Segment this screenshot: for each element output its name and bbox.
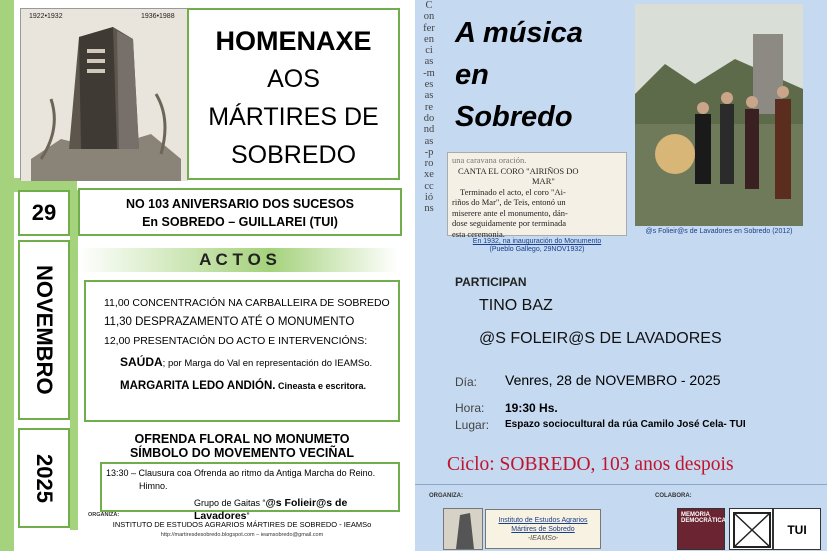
ofrenda-line-2: SÍMBOLO DO MOVEMENTO VECIÑAL <box>129 446 355 460</box>
org-monument-icon <box>444 509 484 551</box>
years-right: 1936•1988 <box>141 13 175 20</box>
newspaper-clipping <box>447 152 627 239</box>
acto-item-1: 11,00 CONCENTRACIÓN NA CARBALLEIRA DE SOBREDO <box>104 297 390 309</box>
date-day: 29 <box>18 190 70 236</box>
green-frame-left <box>0 0 14 551</box>
date-year-box <box>18 428 70 528</box>
music-title-line-2: en <box>455 59 489 91</box>
left-organiza-name: INSTITUTO DE ESTUDOS AGRARIOS MÁRTIRES DE SOBREDO - IEAMSo <box>112 520 372 529</box>
memoria-logo-line-1: MEMORIA <box>681 512 710 518</box>
hora-label: Hora: <box>455 401 485 415</box>
tui-crest-logo <box>729 508 773 550</box>
org-logo-line-1: Instituto de Estudos Agrarios <box>498 517 588 524</box>
anniversary-line-1: NO 103 ANIVERSARIO DOS SUCESOS <box>125 197 355 211</box>
org-text-logo <box>485 509 601 549</box>
sauda-line: SAÚDA; por Marga do Val en representación do IEAMSo. <box>120 355 373 369</box>
acto-item-3: 12,00 PRESENTACIÓN DO ACTO E INTERVENCIÓNS: <box>104 335 368 347</box>
date-month-box <box>18 240 70 420</box>
right-organiza-label: ORGANIZA: <box>429 493 463 499</box>
photo-caption: @s Folieir@s de Lavadores en Sobredo (2012) <box>645 228 793 235</box>
title-line-2: AOS <box>267 65 320 93</box>
date-month: NOVEMBRO <box>32 265 57 395</box>
participant-2: @S FOLEIR@S DE LAVADORES <box>479 330 722 347</box>
band-photo-drawing <box>635 4 803 226</box>
left-organiza-label: ORGANIZA: <box>88 512 120 518</box>
colabora-label: COLABORA: <box>655 493 692 499</box>
dia-label: Día: <box>455 375 478 389</box>
years-left: 1922•1932 <box>29 13 63 20</box>
clausura-line-2: Himno. <box>139 481 168 491</box>
left-poster <box>0 0 415 551</box>
clip-body-3: miserere ante el monumento, dán- <box>452 207 568 218</box>
memoria-logo-line-2: DEMOCRÁTICA <box>681 518 726 524</box>
clausura-line-1: 13:30 – Clausura coa Ofrenda ao ritmo da Antiga Marcha do Reino. <box>106 468 376 478</box>
actos-heading: A C T O S <box>78 248 398 272</box>
footer-divider <box>415 484 827 485</box>
green-frame-inner <box>70 190 78 530</box>
monument-illustration <box>20 8 187 180</box>
clip-caption <box>447 238 627 254</box>
clip-heading-1: CANTA EL CORO "AIRIÑOS DO <box>458 165 579 176</box>
lugar-label: Lugar: <box>455 418 490 432</box>
margarita-line: MARGARITA LEDO ANDIÓN. Cineasta e escritora. <box>120 380 366 392</box>
ciclo-banner: Ciclo: SOBREDO, 103 anos despois <box>447 454 734 475</box>
anniversary-line-2: En SOBREDO – GUILLAREI (TUI) <box>142 215 338 229</box>
clip-body-4: dose seguidamente por terminada <box>452 218 567 228</box>
clip-body-2: riños do Mar", de Teis, entonó un <box>452 197 566 207</box>
actos-box <box>84 280 400 422</box>
anniversary-box <box>78 188 402 236</box>
lugar-value: Espazo sociocultural da rúa Camilo José Cela- TUI <box>505 419 746 430</box>
clip-caption-1: En 1932, na inauguración do Monumento <box>472 238 602 245</box>
acto-item-2: 11,30 DESPRAZAMENTO ATÉ O MONUMENTO <box>104 316 355 328</box>
clip-heading-2: MAR" <box>532 176 555 186</box>
title-line-4: SOBREDO <box>230 141 357 169</box>
date-year: 2025 <box>32 453 57 503</box>
vertical-conferences-text: Conferencias-mesas redondas-proxeccións <box>423 0 435 215</box>
music-title <box>455 12 583 138</box>
clip-line-0: una caravana oración. <box>452 155 527 165</box>
monument-drawing <box>21 9 188 181</box>
title-line-3: MÁRTIRES DE <box>208 103 379 131</box>
clip-body-5: esta ceremonia. <box>452 228 505 239</box>
memoria-democratica-logo <box>677 508 725 550</box>
dia-value: Venres, 28 de NOVEMBRO - 2025 <box>505 372 721 388</box>
band-photo <box>635 4 803 226</box>
ofrenda-heading <box>84 432 400 460</box>
org-monument-logo <box>443 508 483 550</box>
tui-crest-icon <box>730 509 774 551</box>
clip-caption-2: (Pueblo Gallego, 29NOV1932) <box>489 246 585 253</box>
ofrenda-line-1: OFRENDA FLORAL NO MONUMETO <box>134 432 350 446</box>
right-poster <box>415 0 827 551</box>
gaitas-line: Grupo de Gaitas “@s Folieir@s de Lavadores” <box>194 497 348 522</box>
hora-value: 19:30 Hs. <box>505 401 558 415</box>
participant-1: TINO BAZ <box>479 297 553 314</box>
org-logo-line-3: -IEAMSo- <box>527 535 559 542</box>
left-organiza-web: http://martiresdesobredo.blogspot.com – ieamsobredo@gmail.com <box>160 532 324 538</box>
music-title-line-3: Sobredo <box>455 101 573 133</box>
title-box <box>187 8 400 180</box>
clip-body-1: Terminado el acto, el coro "Ai- <box>460 186 566 197</box>
participan-label: PARTICIPAN <box>455 275 527 289</box>
title-line-1: HOMENAXE <box>215 26 372 56</box>
tui-text-logo: TUI <box>773 508 821 550</box>
music-title-line-1: A música <box>455 17 583 49</box>
org-logo-line-2: Mártires de Sobredo <box>511 526 575 533</box>
